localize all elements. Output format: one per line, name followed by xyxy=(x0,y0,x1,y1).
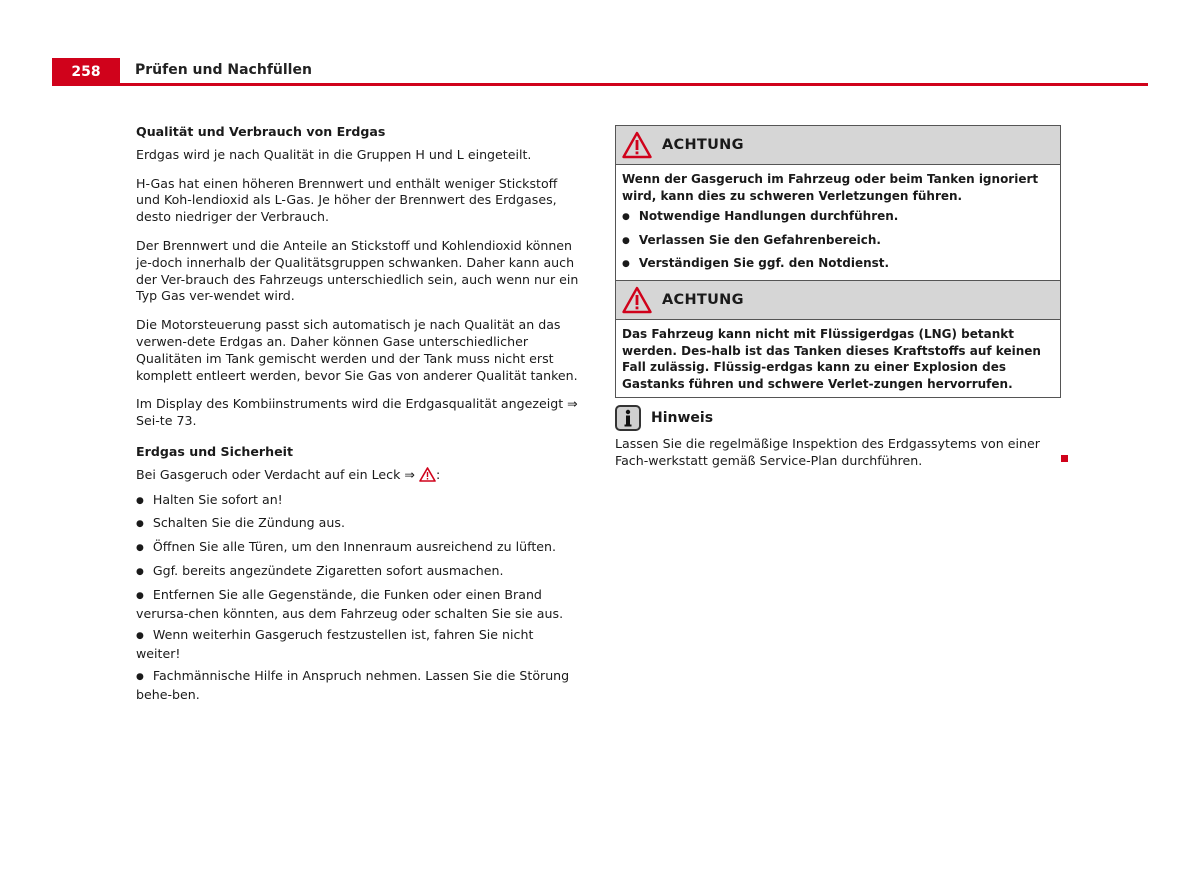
warning-reference-icon[interactable] xyxy=(419,467,436,482)
paragraph: Die Motorsteuerung passt sich automatisch je nach Qualität an das verwen-dete Erdgas an. Daher können Gase unterschiedlicher Qualitäten im Tank gemischt werden und der Tank muss nicht erst komplett entleert werden, bevor Sie Gas von anderer Qualität tanken. xyxy=(136,317,578,383)
paragraph: Der Brennwert und die Anteile an Stickstoff und Kohlendioxid können je-doch innerhalb der Qualitätsgruppen schwanken. Daher kann auch der Ver-brauch des Fahrzeugs unterschiedlich sein, auch wenn nur ein Typ Gas ver-wendet wird. xyxy=(136,237,579,304)
paragraph: Erdgas wird je nach Qualität in die Gruppen H und L eingeteilt. xyxy=(136,146,532,162)
safety-intro-text: Bei Gasgeruch oder Verdacht auf ein Leck ⇒ xyxy=(136,466,415,482)
section-end-marker xyxy=(1061,455,1068,462)
hint-header xyxy=(615,403,1059,433)
header-rule xyxy=(52,83,1148,86)
page-header xyxy=(52,58,1148,86)
chapter-title: Prüfen und Nachfüllen xyxy=(135,62,312,78)
safety-intro xyxy=(136,467,580,484)
warning-title: ACHTUNG xyxy=(662,292,744,308)
warning-header xyxy=(616,281,1060,320)
list-item: ● Notwendige Handlungen durchführen. xyxy=(622,208,1052,227)
hint-text: Lassen Sie die regelmäßige Inspektion des Erdgassytems von einer Fach-werkstatt gemäß Service-Plan durchführen. xyxy=(615,436,1040,468)
list-item: ● Halten Sie sofort an! xyxy=(136,492,580,511)
list-item: ● Fachmännische Hilfe in Anspruch nehmen. Lassen Sie die Störung behe-ben. xyxy=(136,668,580,704)
safety-list xyxy=(136,492,580,704)
warning-title: ACHTUNG xyxy=(662,137,744,153)
warning-text: Das Fahrzeug kann nicht mit Flüssigerdgas (LNG) betankt werden. Des-halb ist das Tanken dieses Kraftstoffs auf keinen Fall zulässig. Flüssig-erdgas kann zu einer Explosion des Gastanks führen und schwere Verlet-zungen hervorrufen. xyxy=(622,327,1041,391)
hint-title: Hinweis xyxy=(651,410,714,426)
paragraph: H-Gas hat einen höheren Brennwert und enthält weniger Stickstoff und Koh-lendioxid als L-Gas. Je höher der Brennwert des Erdgases, desto niedriger der Verbrauch. xyxy=(136,175,558,225)
page-number: 258 xyxy=(52,58,120,84)
list-item: ● Verständigen Sie ggf. den Notdienst. xyxy=(622,255,1052,274)
warning-body xyxy=(616,320,1060,397)
warning-box-lng xyxy=(615,280,1061,398)
left-column xyxy=(136,124,580,709)
paragraph[interactable]: Im Display des Kombiinstruments wird die Erdgasqualität angezeigt ⇒ Sei-te 73. xyxy=(136,396,578,429)
warning-header xyxy=(616,126,1060,165)
warning-body xyxy=(616,165,1060,284)
warning-box-gas-smell xyxy=(615,125,1061,285)
warning-triangle-icon xyxy=(622,131,652,159)
list-item: ● Öffnen Sie alle Türen, um den Innenraum ausreichend zu lüften. xyxy=(136,539,580,558)
hint-box xyxy=(615,403,1059,470)
info-icon xyxy=(615,405,641,431)
list-item: ● Verlassen Sie den Gefahrenbereich. xyxy=(622,232,1052,251)
list-item: ● Schalten Sie die Zündung aus. xyxy=(136,515,580,534)
warning-text: Wenn der Gasgeruch im Fahrzeug oder beim Tanken ignoriert wird, kann dies zu schweren Verletzungen führen. xyxy=(622,172,1039,203)
list-item: ● Ggf. bereits angezündete Zigaretten sofort ausmachen. xyxy=(136,563,580,582)
section-heading-safety: Erdgas und Sicherheit xyxy=(136,443,293,459)
warning-triangle-icon xyxy=(622,286,652,314)
section-heading-quality: Qualität und Verbrauch von Erdgas xyxy=(136,124,386,139)
safety-intro-suffix: : xyxy=(435,466,441,482)
list-item: ● Wenn weiterhin Gasgeruch festzustellen ist, fahren Sie nicht weiter! xyxy=(136,627,580,663)
list-item: ● Entfernen Sie alle Gegenstände, die Funken oder einen Brand verursa-chen könnten, aus dem Fahrzeug oder schalten Sie sie aus. xyxy=(136,587,580,623)
warning-list xyxy=(622,208,1052,274)
